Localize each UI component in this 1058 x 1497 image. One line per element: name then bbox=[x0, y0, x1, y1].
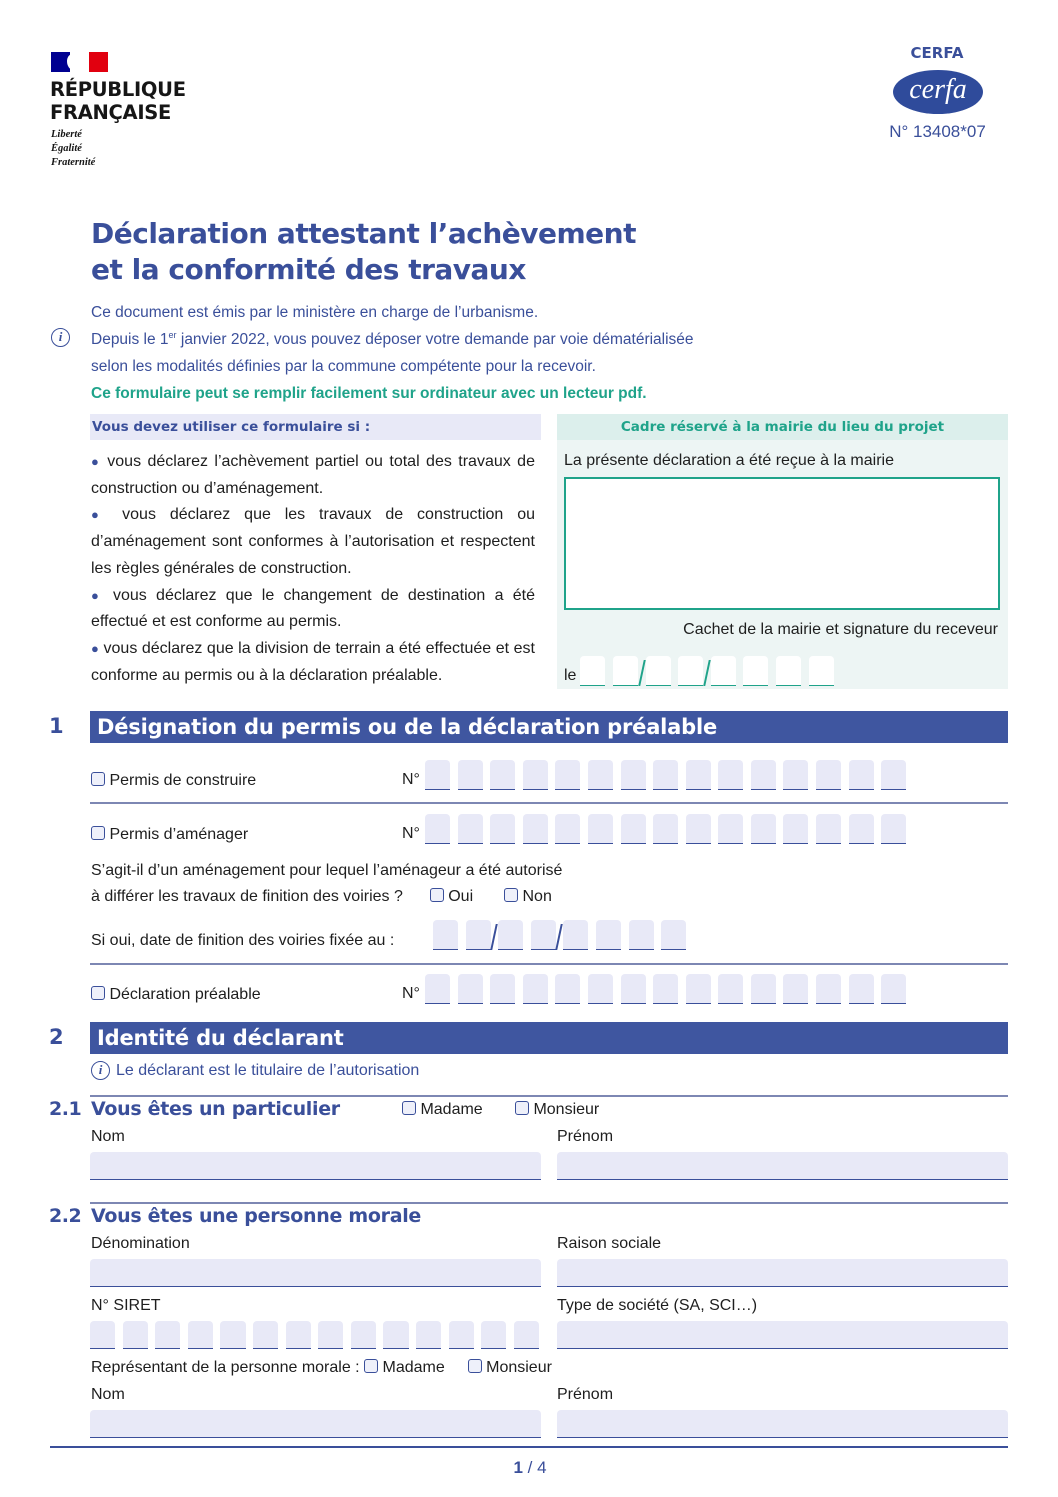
madame-checkbox[interactable] bbox=[364, 1359, 378, 1373]
nom-input[interactable] bbox=[90, 1152, 541, 1180]
representant-row: Représentant de la personne morale : Madame Monsieur bbox=[91, 1359, 552, 1376]
date-digit[interactable] bbox=[646, 656, 671, 686]
number-digit[interactable] bbox=[783, 760, 808, 790]
number-digit[interactable] bbox=[881, 974, 906, 1004]
divider bbox=[90, 1095, 1008, 1097]
intro-text bbox=[91, 299, 694, 407]
divider bbox=[90, 802, 1008, 804]
number-digit[interactable] bbox=[458, 974, 483, 1004]
mairie-heading: Cadre réservé à la mairie du lieu du projet bbox=[557, 414, 1008, 440]
siret-digit[interactable] bbox=[220, 1321, 245, 1349]
number-digit[interactable] bbox=[588, 974, 613, 1004]
divider bbox=[90, 1202, 1008, 1204]
number-digit[interactable] bbox=[849, 814, 874, 844]
date-digit[interactable] bbox=[498, 920, 523, 950]
number-digit[interactable] bbox=[816, 974, 841, 1004]
raison-sociale-input[interactable] bbox=[557, 1259, 1008, 1287]
number-digit[interactable] bbox=[588, 760, 613, 790]
declaration-prealable-number: N° bbox=[402, 974, 914, 1004]
number-digit[interactable] bbox=[621, 814, 646, 844]
info-icon: i bbox=[51, 328, 70, 347]
representant-monsieur-option[interactable]: Monsieur bbox=[468, 1359, 552, 1376]
representant-nom-label: Nom bbox=[91, 1386, 125, 1403]
date-digit[interactable] bbox=[661, 920, 686, 950]
motto-egalite: Égalité bbox=[51, 143, 82, 154]
subsection-2-1-title: Vous êtes un particulier bbox=[91, 1098, 340, 1120]
number-digit[interactable] bbox=[458, 760, 483, 790]
date-digit[interactable] bbox=[531, 920, 556, 950]
section-2-number: 2 bbox=[49, 1025, 64, 1049]
siret-label: N° SIRET bbox=[91, 1297, 161, 1314]
usage-list bbox=[91, 449, 535, 689]
siret-digit[interactable] bbox=[351, 1321, 376, 1349]
number-digit[interactable] bbox=[490, 974, 515, 1004]
finition-date-label: Si oui, date de finition des voiries fixée au : bbox=[91, 932, 395, 949]
number-digit[interactable] bbox=[425, 974, 450, 1004]
usage-item: ● vous déclarez que la division de terrain a été effectuée et est conforme au permis ou à la déclaration préalable. bbox=[91, 639, 535, 684]
cerfa-number: N° 13408*07 bbox=[889, 122, 986, 141]
number-digit[interactable] bbox=[653, 814, 678, 844]
subsection-2-2-title: Vous êtes une personne morale bbox=[91, 1205, 422, 1227]
number-digit[interactable] bbox=[523, 974, 548, 1004]
title-line-2: et la conformité des travaux bbox=[91, 253, 526, 286]
marianne-flag-icon bbox=[51, 52, 108, 72]
siret-digit[interactable] bbox=[155, 1321, 180, 1349]
date-digit[interactable] bbox=[776, 656, 801, 686]
permis-construire-option[interactable]: Permis de construire bbox=[91, 772, 256, 790]
type-societe-label: Type de société (SA, SCI…) bbox=[557, 1297, 758, 1314]
mairie-reserved-box bbox=[557, 414, 1008, 689]
siret-digit[interactable] bbox=[286, 1321, 311, 1349]
date-prefix: le bbox=[564, 667, 577, 684]
page-indicator: 1 / 4 bbox=[513, 1458, 547, 1477]
info-icon: i bbox=[91, 1061, 110, 1080]
number-digit[interactable] bbox=[849, 974, 874, 1004]
subsection-2-1-number: 2.1 bbox=[49, 1098, 82, 1120]
representant-prenom-input[interactable] bbox=[557, 1410, 1008, 1438]
intro-line-3: selon les modalités définies par la commune compétente pour la recevoir. bbox=[91, 358, 596, 375]
section-2-title: Identité du déclarant bbox=[90, 1022, 1008, 1054]
number-digit[interactable] bbox=[425, 760, 450, 790]
siret-digit[interactable] bbox=[514, 1321, 539, 1349]
number-digit[interactable] bbox=[425, 814, 450, 844]
mairie-signature-label: Cachet de la mairie et signature du receveur bbox=[683, 621, 998, 638]
divider bbox=[90, 963, 1008, 965]
siret-digit[interactable] bbox=[481, 1321, 506, 1349]
siret-digit[interactable] bbox=[90, 1321, 115, 1349]
subsection-2-2-number: 2.2 bbox=[49, 1205, 82, 1227]
oui-checkbox[interactable] bbox=[430, 888, 444, 902]
permis-amenager-number: N° bbox=[402, 814, 914, 844]
date-digit[interactable] bbox=[596, 920, 621, 950]
number-digit[interactable] bbox=[555, 974, 580, 1004]
representant-nom-input[interactable] bbox=[90, 1410, 541, 1438]
number-digit[interactable] bbox=[881, 814, 906, 844]
nom-label: Nom bbox=[91, 1128, 125, 1145]
number-digit[interactable] bbox=[718, 814, 743, 844]
permis-construire-checkbox[interactable] bbox=[91, 772, 105, 786]
number-digit[interactable] bbox=[458, 814, 483, 844]
siret-digit[interactable] bbox=[253, 1321, 278, 1349]
number-digit[interactable] bbox=[621, 760, 646, 790]
usage-item: ● vous déclarez l’achèvement partiel ou total des travaux de construction ou d’aménagement. bbox=[91, 453, 535, 497]
number-digit[interactable] bbox=[523, 814, 548, 844]
denomination-input[interactable] bbox=[90, 1259, 541, 1287]
oui-option[interactable]: Oui bbox=[430, 888, 473, 905]
number-digit[interactable] bbox=[718, 974, 743, 1004]
prenom-input[interactable] bbox=[557, 1152, 1008, 1180]
number-digit[interactable] bbox=[490, 760, 515, 790]
finition-date-field bbox=[433, 920, 694, 950]
date-digit[interactable] bbox=[711, 656, 736, 686]
number-digit[interactable] bbox=[523, 760, 548, 790]
permis-construire-number: N° bbox=[402, 760, 914, 790]
number-digit[interactable] bbox=[783, 814, 808, 844]
number-digit[interactable] bbox=[555, 814, 580, 844]
number-digit[interactable] bbox=[653, 974, 678, 1004]
page-title bbox=[91, 216, 636, 288]
monsieur-option[interactable]: Monsieur bbox=[515, 1101, 599, 1119]
number-digit[interactable] bbox=[881, 760, 906, 790]
siret-digit[interactable] bbox=[123, 1321, 148, 1349]
date-digit[interactable] bbox=[580, 656, 605, 686]
siret-digit[interactable] bbox=[318, 1321, 343, 1349]
number-digit[interactable] bbox=[686, 974, 711, 1004]
date-digit[interactable] bbox=[433, 920, 458, 950]
number-digit[interactable] bbox=[849, 760, 874, 790]
mairie-received-label: La présente déclaration a été reçue à la mairie bbox=[564, 452, 894, 469]
siret-input bbox=[90, 1321, 539, 1349]
intro-line-2: Depuis le 1er janvier 2022, vous pouvez déposer votre demande par voie dématérialisée bbox=[91, 330, 694, 348]
number-digit[interactable] bbox=[751, 760, 776, 790]
date-digit[interactable] bbox=[563, 920, 588, 950]
date-digit[interactable] bbox=[629, 920, 654, 950]
siret-digit[interactable] bbox=[188, 1321, 213, 1349]
usage-item: ● vous déclarez que le changement de destination a été effectué et est conforme au permis. bbox=[91, 586, 535, 631]
date-digit[interactable] bbox=[613, 656, 638, 686]
number-digit[interactable] bbox=[621, 974, 646, 1004]
raison-sociale-label: Raison sociale bbox=[557, 1235, 662, 1252]
section-1-number: 1 bbox=[49, 714, 64, 738]
number-digit[interactable] bbox=[555, 760, 580, 790]
date-digit[interactable] bbox=[743, 656, 768, 686]
mairie-date-field bbox=[564, 654, 841, 686]
number-digit[interactable] bbox=[751, 814, 776, 844]
date-digit[interactable] bbox=[466, 920, 491, 950]
intro-line-1: Ce document est émis par le ministère en charge de l’urbanisme. bbox=[91, 304, 539, 321]
logo-line-1: RÉPUBLIQUE bbox=[50, 78, 186, 101]
non-option[interactable]: Non bbox=[504, 888, 552, 905]
title-line-1: Déclaration attestant l’achèvement bbox=[91, 217, 636, 250]
prenom-label: Prénom bbox=[557, 1128, 614, 1145]
cerfa-oval-logo: cerfa bbox=[893, 70, 983, 114]
number-digit[interactable] bbox=[783, 974, 808, 1004]
siret-digit[interactable] bbox=[416, 1321, 441, 1349]
differ-question-line-1: S’agit-il d’un aménagement pour lequel l’aménageur a été autorisé bbox=[91, 862, 563, 879]
date-digit[interactable] bbox=[809, 656, 834, 686]
monsieur-checkbox[interactable] bbox=[468, 1359, 482, 1373]
madame-option[interactable]: Madame bbox=[402, 1101, 483, 1119]
permis-amenager-checkbox[interactable] bbox=[91, 826, 105, 840]
declarant-info: Le déclarant est le titulaire de l’autorisation bbox=[116, 1062, 420, 1079]
cerfa-label: CERFA bbox=[910, 44, 964, 62]
siret-digit[interactable] bbox=[449, 1321, 474, 1349]
non-checkbox[interactable] bbox=[504, 888, 518, 902]
number-digit[interactable] bbox=[490, 814, 515, 844]
madame-checkbox[interactable] bbox=[402, 1101, 416, 1115]
number-digit[interactable] bbox=[686, 814, 711, 844]
footer-divider bbox=[50, 1446, 1008, 1448]
number-digit[interactable] bbox=[653, 760, 678, 790]
intro-pdf-note: Ce formulaire peut se remplir facilement sur ordinateur avec un lecteur pdf. bbox=[91, 385, 647, 402]
monsieur-checkbox[interactable] bbox=[515, 1101, 529, 1115]
representant-madame-option[interactable]: Madame bbox=[364, 1359, 445, 1376]
usage-item: ● vous déclarez que les travaux de construction ou d’aménagement sont conformes à l’autorisation et respectent les règles générales de construction. bbox=[91, 506, 535, 577]
differ-question-line-2: à différer les travaux de finition des voiries ? Oui Non bbox=[91, 888, 552, 905]
type-societe-input[interactable] bbox=[557, 1321, 1008, 1349]
mairie-stamp-area[interactable] bbox=[564, 477, 1000, 610]
number-digit[interactable] bbox=[686, 760, 711, 790]
section-1-title: Désignation du permis ou de la déclaration préalable bbox=[90, 711, 1008, 743]
usage-heading: Vous devez utiliser ce formulaire si : bbox=[90, 414, 541, 440]
number-digit[interactable] bbox=[718, 760, 743, 790]
motto-fraternite: Fraternité bbox=[51, 157, 96, 168]
number-digit[interactable] bbox=[751, 974, 776, 1004]
motto-liberte: Liberté bbox=[51, 129, 82, 140]
representant-prenom-label: Prénom bbox=[557, 1386, 614, 1403]
number-digit[interactable] bbox=[816, 760, 841, 790]
declaration-prealable-checkbox[interactable] bbox=[91, 986, 105, 1000]
declaration-prealable-option[interactable]: Déclaration préalable bbox=[91, 986, 261, 1004]
denomination-label: Dénomination bbox=[91, 1235, 190, 1252]
siret-digit[interactable] bbox=[383, 1321, 408, 1349]
number-digit[interactable] bbox=[588, 814, 613, 844]
permis-amenager-option[interactable]: Permis d’aménager bbox=[91, 826, 248, 844]
number-digit[interactable] bbox=[816, 814, 841, 844]
date-digit[interactable] bbox=[678, 656, 703, 686]
logo-line-2: FRANÇAISE bbox=[50, 101, 172, 124]
